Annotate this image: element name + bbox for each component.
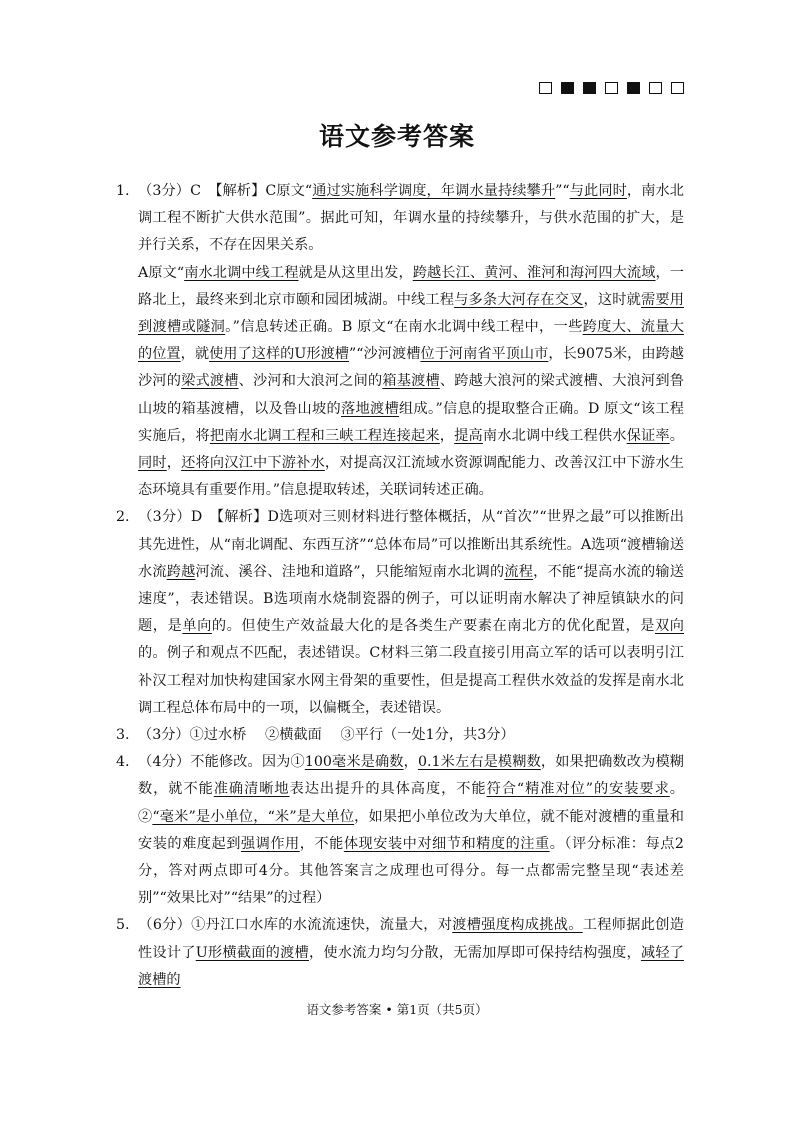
answer-content [116,178,684,994]
question-1-analysis: A原文“南水北调中线工程就是从这里出发，跨越长江、黄河、淮河和海河四大流域，一路北上，最终来到北京市颐和园团城湖。中线工程与多条大河存在交叉，这时就需要用到渡槽或隧洞。”信息转述正确。B 原文“在南水北调中线工程中，一些跨度大、流量大的位置，就使用了这样的U形渡槽”“沙河渡槽位于河南省平顶山市，长9075米，由跨越沙河的梁式渡槽、沙河和大浪河之间的箱基渡槽、跨越大浪河的梁式渡槽、大浪河到鲁山坡的箱基渡槽，以及鲁山坡的落地渡槽组成。”信息的提取整合正确。D 原文“该工程实施后，将把南水北调工程和三峡工程连接起来，提高南水北调中线工程供水保证率。同时，还将向汉江中下游补水，对提高汉江流域水资源调配能力、改善汉江中下游水生态环境具有重要作用。”信息提取转述，关联词转述正确。 [138,264,684,499]
question-number: 1. [116,183,130,199]
mark-square [561,82,574,94]
header-marks [539,82,684,94]
question-3: 3. （3分）①过水桥 ②横截面 ③平行（一处1分，共3分） [116,722,684,749]
mark-square [583,82,596,94]
question-number: 4. [116,754,130,771]
mark-square [605,82,618,94]
question-number: 2. [116,509,130,526]
question-2: 2. （3分）D 【解析】D选项对三则材料进行整体概括，从“首次”“世界之最”可以推断出其先进性，从“南北调配、东西互济”“总体布局”可以推断出其系统性。A选项“渡槽输送水流跨越河流、溪谷、洼地和道路”，只能缩短南水北调的流程，不能“提高水流的输送速度”，表述错误。B选项南水烧制瓷器的例子，可以证明南水解决了神垕镇缺水的问题，是单向的。但使生产效益最大化的是各类生产要素在南北方的优化配置，是双向的。例子和观点不匹配，表述错误。C材料三第二段直接引用高立军的话可以表明引江补汉工程对加快构建国家水网主骨架的重要性，但是提高工程供水效益的发挥是南水北调工程总体布局中的一项，以偏概全，表述错误。 [116,504,684,722]
page-footer: 语文参考答案 • 第1页（共5页） [306,1002,488,1017]
mark-square [671,82,684,94]
mark-square [627,82,640,94]
question-5: 5. （6分）①丹江口水库的水流流速快，流量大，对渡槽强度构成挑战。工程师据此创造性设计了U形横截面的渡槽，使水流力均匀分散，无需加厚即可保持结构强度，减轻了渡槽的 [116,912,684,994]
question-number: 3. [116,727,130,744]
page-title: 语文参考答案 [318,122,475,151]
question-4: 4. （4分）不能修改。因为①100毫米是确数，0.1米左右是模糊数，如果把确数改为模糊数，就不能准确清晰地表达出提升的具体高度，不能符合“精准对位”的安装要求。②“毫米”是小单位，“米”是大单位，如果把小单位改为大单位，就不能对渡槽的重量和安装的难度起到强调作用，不能体现安装中对细节和精度的注重。（评分标准：每点2分，答对两点即可4分。其他答案言之成理也可得分。每一点都需完整呈现“表述差别”“效果比对”“结果”的过程） [116,749,684,912]
mark-square [539,82,552,94]
question-number: 5. [116,917,130,934]
question-1: 1. （3分）C 【解析】C原文“通过实施科学调度，年调水量持续攀升”“与此同时，南水北调工程不断扩大供水范围”。据此可知，年调水量的持续攀升，与供水范围的扩大，是并行关系，不存在因果关系。 [116,178,684,260]
mark-square [649,82,662,94]
